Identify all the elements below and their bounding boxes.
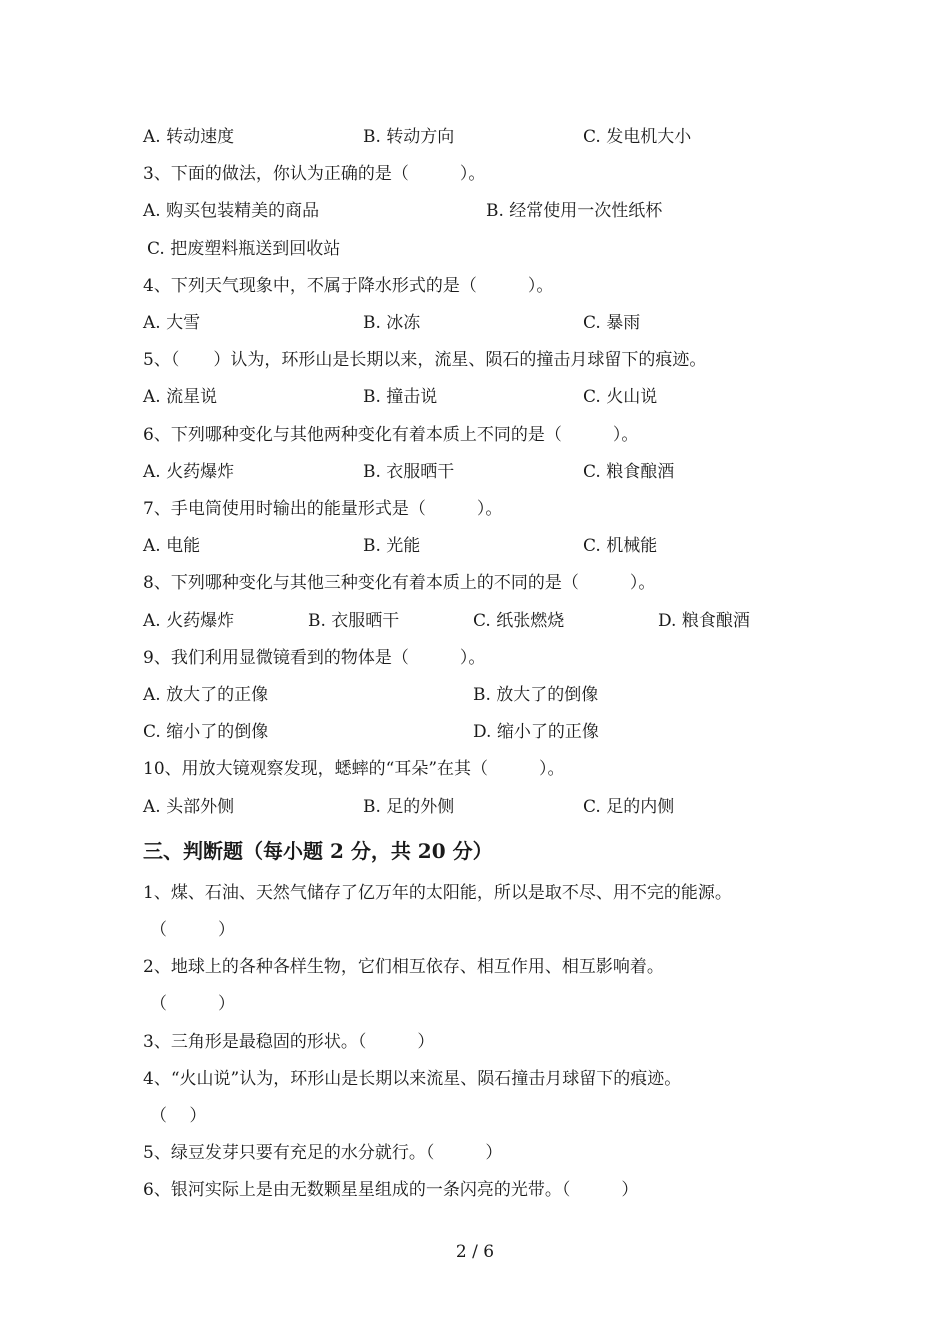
- q8-option-c: C. 纸张燃烧: [473, 611, 565, 631]
- q4-option-c: C. 暴雨: [583, 313, 641, 333]
- judgement-item-5: 5、绿豆发芽只要有充足的水分就行。（ ）: [143, 1143, 503, 1163]
- q10-option-b: B. 足的外侧: [363, 797, 455, 817]
- q5-option-c: C. 火山说: [583, 387, 658, 407]
- q3-option-b: B. 经常使用一次性纸杯: [486, 201, 663, 221]
- q4-option-b: B. 冰冻: [363, 313, 421, 333]
- q3-option-c: C. 把废塑料瓶送到回收站: [147, 239, 341, 259]
- q5-option-a: A. 流星说: [143, 387, 218, 407]
- q7-option-a: A. 电能: [143, 536, 201, 556]
- q8-option-a: A. 火药爆炸: [143, 611, 235, 631]
- q2-option-b: B. 转动方向: [363, 127, 455, 147]
- q10-stem: 10、用放大镜观察发现，蟋蟀的“耳朵”在其（ ）。: [143, 759, 565, 779]
- q8-stem: 8、下列哪种变化与其他三种变化有着本质上的不同的是（ ）。: [143, 573, 656, 593]
- q9-option-d: D. 缩小了的正像: [473, 722, 599, 742]
- judgement-item-1: 1、煤、石油、天然气储存了亿万年的太阳能，所以是取不尽、用不完的能源。: [143, 883, 732, 903]
- q8-option-d: D. 粮食酿酒: [658, 611, 750, 631]
- q3-option-a: A. 购买包装精美的商品: [143, 201, 320, 221]
- q6-option-b: B. 衣服晒干: [363, 462, 455, 482]
- q7-stem: 7、手电筒使用时输出的能量形式是（ ）。: [143, 499, 503, 519]
- q5-option-b: B. 撞击说: [363, 387, 438, 407]
- q9-option-a: A. 放大了的正像: [143, 685, 269, 705]
- q2-option-a: A. 转动速度: [143, 127, 235, 147]
- q7-option-c: C. 机械能: [583, 536, 658, 556]
- q4-stem: 4、下列天气现象中，不属于降水形式的是（ ）。: [143, 276, 554, 296]
- judgement-item-4: 4、“火山说”认为，环形山是长期以来流星、陨石撞击月球留下的痕迹。: [143, 1069, 682, 1089]
- q10-option-c: C. 足的内侧: [583, 797, 675, 817]
- q2-option-c: C. 发电机大小: [583, 127, 692, 147]
- q3-stem: 3、下面的做法，你认为正确的是（ ）。: [143, 164, 486, 184]
- judgement-item-4-answer-blank: （ ）: [150, 1106, 207, 1126]
- judgement-item-3: 3、三角形是最稳固的形状。（ ）: [143, 1032, 435, 1052]
- q9-option-c: C. 缩小了的倒像: [143, 722, 269, 742]
- q6-stem: 6、下列哪种变化与其他两种变化有着本质上不同的是（ ）。: [143, 425, 639, 445]
- q7-option-b: B. 光能: [363, 536, 421, 556]
- q10-option-a: A. 头部外侧: [143, 797, 235, 817]
- q8-option-b: B. 衣服晒干: [308, 611, 400, 631]
- q4-option-a: A. 大雪: [143, 313, 201, 333]
- judgement-item-1-answer-blank: （ ）: [150, 920, 235, 940]
- q9-stem: 9、我们利用显微镜看到的物体是（ ）。: [143, 648, 486, 668]
- q9-option-b: B. 放大了的倒像: [473, 685, 599, 705]
- section-title-judgement: 三、判断题（每小题 2 分，共 20 分）: [143, 839, 493, 863]
- page-number: 2 / 6: [455, 1242, 495, 1262]
- q5-stem: 5、（ ）认为，环形山是长期以来，流星、陨石的撞击月球留下的痕迹。: [143, 350, 707, 370]
- q6-option-a: A. 火药爆炸: [143, 462, 235, 482]
- judgement-item-2-answer-blank: （ ）: [150, 994, 235, 1014]
- judgement-item-2: 2、地球上的各种各样生物，它们相互依存、相互作用、相互影响着。: [143, 957, 664, 977]
- q6-option-c: C. 粮食酿酒: [583, 462, 675, 482]
- judgement-item-6: 6、银河实际上是由无数颗星星组成的一条闪亮的光带。（ ）: [143, 1180, 639, 1200]
